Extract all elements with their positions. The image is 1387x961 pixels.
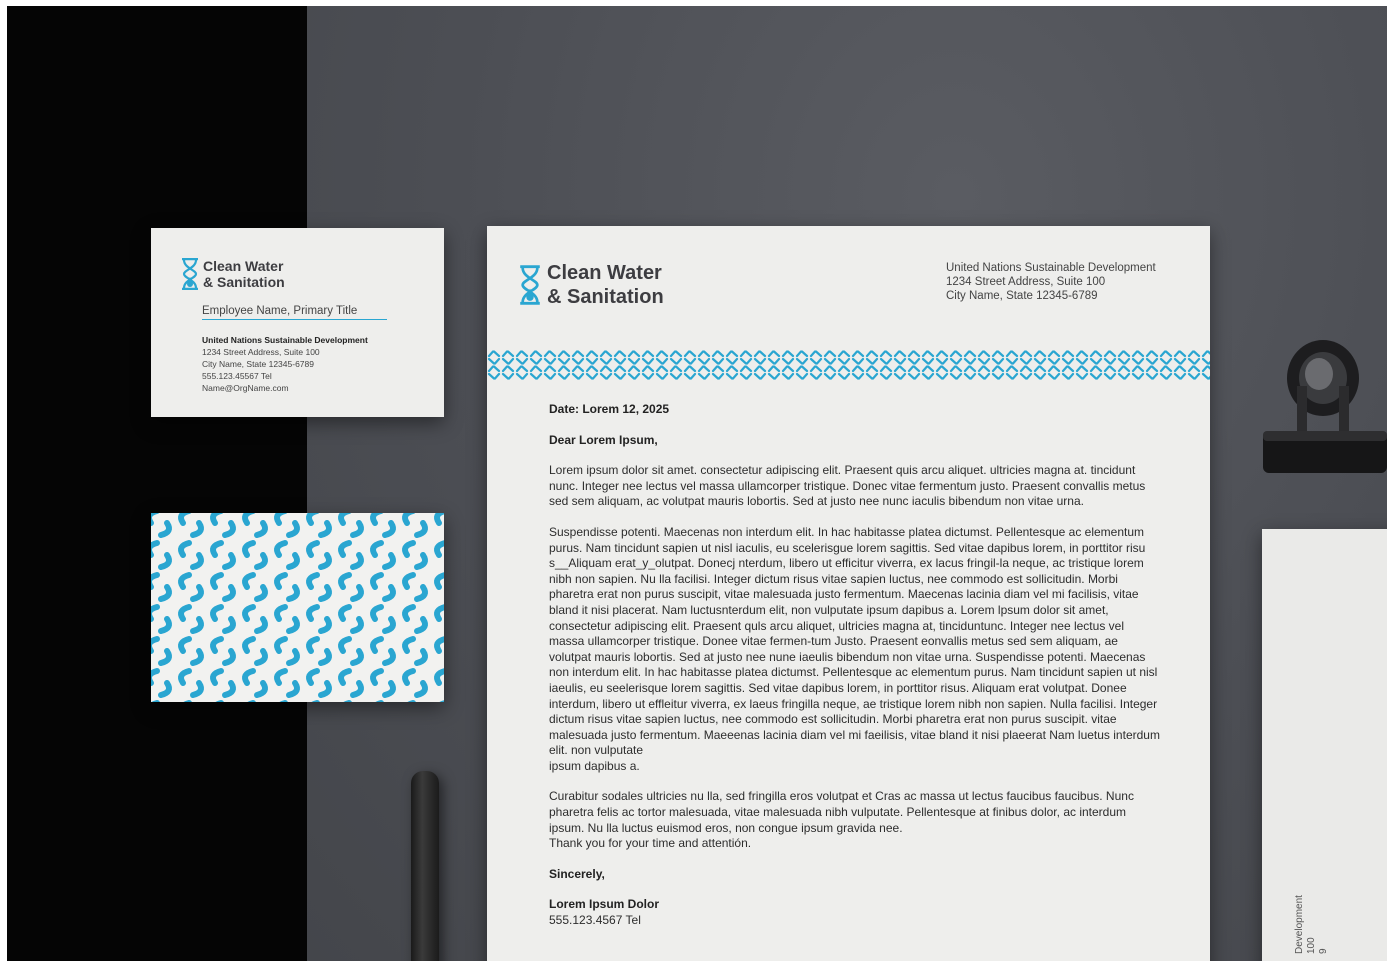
employee-name-title: Employee Name, Primary Title <box>202 305 387 320</box>
letter-logo <box>519 261 664 309</box>
stationery-mockup-scene <box>7 6 1387 961</box>
letter-body <box>549 402 1161 944</box>
side-paper-line1: Development <box>1294 895 1305 954</box>
side-paper-line3: 9 <box>1318 948 1329 954</box>
letter-thanks: Thank you for your time and attentión. <box>549 836 752 851</box>
chain-border-pattern <box>487 350 1210 380</box>
letter-paragraph2-end: ipsum dapibus a. <box>549 758 640 773</box>
letter-salutation: Dear Lorem Ipsum, <box>549 432 658 447</box>
brand-name-line1: Clean Water <box>203 258 284 274</box>
black-background-band <box>7 6 307 961</box>
letter-closing: Sincerely, <box>549 866 605 881</box>
brand-name-line2: & Sanitation <box>203 274 285 290</box>
letter-paragraph2: Suspendisse potenti. Maecenas non interdum elit. In hac habitasse platea dictumst. Pellentesque ac elementum purus. Nam tincidunt sapien ut nisl iaculis, eu scelerisgue lorem sagittis. Sed vitae dapibus lorem, in porttitor risu s__Aliquam erat_y_olutpat. Donecj nterdum, libero ut efficitur viverra, ex lacus fringil-la neque, ac tristique lorem nibh non sapien. Nu lla facilisi. Integer dictum risus vitae sapien luctus, nee commodo est sollicitudin. Morbi pharetra erat non purus suscipit, vitae malesuada justo fermentum. Maecenas lacinia diam vel mi facilisis, vitae bland it nisi placerat. Nam luctusnterdum elit, non vulputate ipsum dapibus a. Lorem lpsum dolor sit amet, consectetur adipiscing elit. Praesent quls arcu aliquet, ultricies magna at, tinciduntunc. Integer nee lectus vel massa ullamcorper tristique. Donee vitae fermen-tum Justo. Praesent eonvallis metus sed sem aliquam, ae volutpat mauris lobortis. Sed at justo nee nune iaeulis bibendum non vitae urna. Suspendisse potenti. Maecenas non interdum elit. In hac habitasse platea dictumst. Pellentesque ac elementum purus. Nam tincidunt sapien ut nisl iaeulis, eu seelerisque lorem sagittis. Sed vitae dapibus lorem, in porttitor risus. Aliquam erat volutpat. Donee interdum, libero ut effleitur viverra, ex laeus fringilla neque, ae tristique lorem nibh non sapien. Nulla facilisi. Integer dictum risus vitae sapien luctus, nee commodo est sollicitudin. Morbi pharetra erat non purus suscipit. vitae malesuada justo fermentum. Maeeenas lacinia diam vel mi faeilisis, vitae bland it nisi plaeerat Nam luetus interdum elit. non vulputate <box>549 524 1160 758</box>
business-card-back <box>151 513 444 702</box>
letter-paragraph1: Lorem ipsum dolor sit amet. consectetur adipiscing elit. Praesent quis arcu aliquet. ultricies magna at. tincidunt nunc. Integer nee lectus vel massa ullamcorper tristique. Donec vitae fermentum justo. Praesent convallis metus sed sem aliquam, ac volutpat mauris lobortis. Sed at justo nee nunc iaculis bibendum non vitae urna. <box>549 463 1146 509</box>
card-email: Name@OrgName.com <box>202 383 289 393</box>
brand-name-line2: & Sanitation <box>547 286 664 308</box>
letter-date: Date: Lorem 12, 2025 <box>549 402 670 416</box>
card-phone: 555.123.45567 Tel <box>202 371 272 381</box>
letter-address-line2: 1234 Street Address, Suite 100 <box>946 276 1106 288</box>
side-paper-text <box>1294 895 1330 954</box>
binder-clip <box>1257 326 1387 476</box>
card-brand-name <box>203 258 285 290</box>
card-address2: City Name, State 12345-6789 <box>202 359 314 369</box>
side-paper-line2: 100 <box>1306 937 1317 954</box>
card-org-name: United Nations Sustainable Development <box>202 335 368 345</box>
side-paper-sheet <box>1262 529 1387 961</box>
letter-pattern-strip <box>487 350 1210 380</box>
black-pen <box>411 771 439 961</box>
chain-pattern <box>151 513 444 702</box>
letter-address-block <box>946 261 1156 303</box>
hourglass-water-drop-icon <box>519 262 541 308</box>
letter-paragraph3: Curabitur sodales ultricies nu lla, sed fringilla eros volutpat et Cras ac massa ut lectus faucibus faucibus. Nunc pharetra felis ac tortor malesuada, vitae malesuada nibh vulputate. Pellentesque at finibus dolor, ac interdum ipsum. Nu lla luctus euismod eros, non congue ipsum gravida nee. <box>549 789 1134 835</box>
card-logo <box>181 258 285 290</box>
card-address1: 1234 Street Address, Suite 100 <box>202 347 320 357</box>
hourglass-water-drop-icon <box>181 258 199 290</box>
letter-signer: Lorem Ipsum Dolor <box>549 897 660 912</box>
business-card-front <box>151 228 444 417</box>
letterhead-page <box>487 226 1210 961</box>
brand-name-line1: Clean Water <box>547 262 662 284</box>
letter-signer-phone: 555.123.4567 Tel <box>549 913 641 928</box>
letter-address-line3: City Name, State 12345-6789 <box>946 290 1098 302</box>
letter-address-line1: United Nations Sustainable Development <box>946 262 1156 274</box>
letter-brand-name <box>547 261 664 309</box>
